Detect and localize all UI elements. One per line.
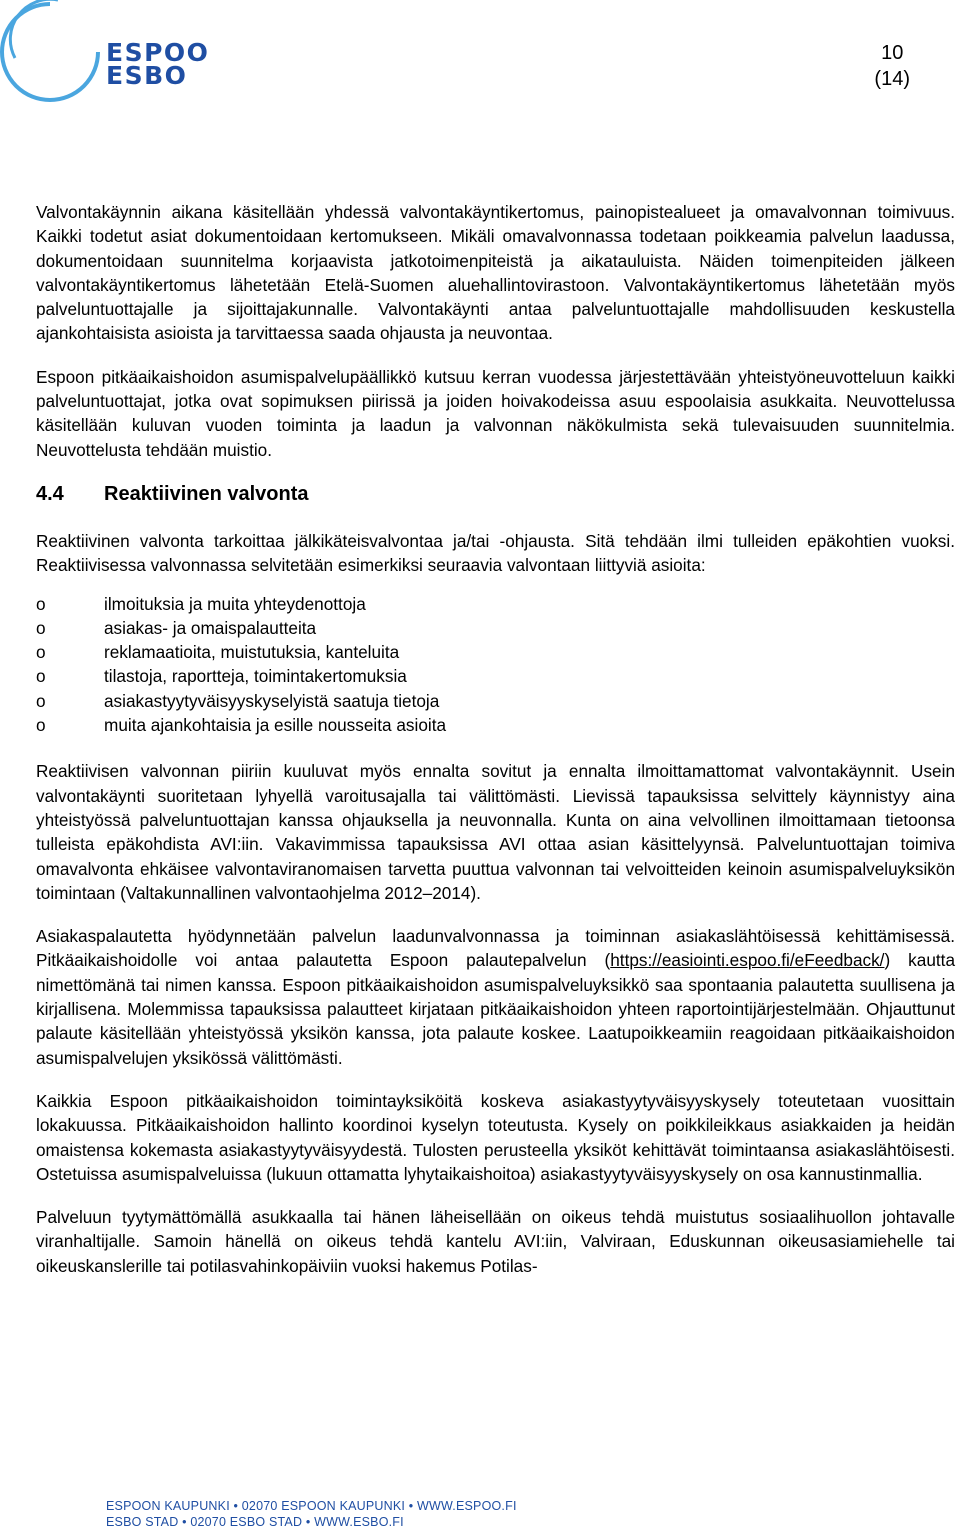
document-body <box>36 200 955 1297</box>
bullet-icon: o <box>36 666 46 687</box>
list-item: o asiakastyytyväisyyskyselyistä saatuja tietoja <box>36 689 955 713</box>
list-item: o reklamaatioita, muistutuksia, kanteluita <box>36 640 955 664</box>
paragraph-valvontakaynti: Valvontakäynnin aikana käsitellään yhdessä valvontakäyntikertomus, painopistealueet ja omavalvonnan toimivuus. Kaikki todetut asiat dokumentoidaan kertomukseen. Mikäli omavalvonnassa todetaan poikkeamia palvelun laadussa, dokumentoidaan suunnitelma korjaavista jatkotoimenpiteistä ja aikatauluista. Näiden toimenpiteiden jälkeen valvontakäyntikertomus lähetetään Etelä-Suomen aluehallintovirastoon. Valvontakäyntikertomus lähetetään myös palveluntuottajalle ja sijoittajakunnalle. Valvontakäynti antaa palveluntuottajalle mahdollisuuden keskustella ajankohtaisista asioista ja tarvittaessa saada ohjausta ja neuvontaa. <box>36 202 955 344</box>
section-number: 4.4 <box>36 482 64 505</box>
bullet-icon: o <box>36 593 46 614</box>
footer <box>106 1498 517 1530</box>
paragraph-asiakaspalaute: Asiakaspalautetta hyödynnetään palvelun laadunvalvonnassa ja toiminnan asiakaslähtöisessä kehittämisessä. Pitkäaikaishoidolle voi antaa palautetta Espoon palautepalvelun (https://easiointi.espoo.fi/eFeedback/) kautta nimettömänä tai nimen kanssa. Espoon pitkäaikaishoidon asumispalveluyksikkö saa spontaania palautetta suullisena ja kirjallisena. Molemmissa tapauksissa palautteet kirjataan pitkäaikaishoidon yhteen raportointijärjestelmään. Ohjauttunut palaute käsitellään yhteistyössä yksikön kanssa, jota palaute koskee. Laatupoikkeamiin reagoidaan pitkäaikaishoidon asumispalvelujen yksikössä välittömästi. <box>36 926 956 1068</box>
bullet-icon: o <box>36 617 46 638</box>
paragraph-valvontakaynnit: Reaktiivisen valvonnan piiriin kuuluvat myös ennalta sovitut ja ennalta ilmoittamattomat valvontakäynnit. Usein valvontakäynti suoritetaan lyhyellä varoitusajalla tai välittömästi. Lievissä tapauksissa selvittely käynnistyy aina yhteistyössä palveluntuottajan kanssa ohjauksella ja neuvonnalla. Kunta on aina velvollinen ilmoittamaan tietoonsa tulleista epäkohdista AVI:iin. Vakavimmissa tapauksissa AVI ottaa asian käsittelyynsä. Palveluntuottajan toimiva omavalvonta ehkäisee valvontaviranomaisen tarvetta puuttua valvonnan tai velvoitteiden keinoin asumispalveluyksikön toimintaan (Valtakunnallinen valvontaohjelma 2012–2014). <box>36 761 955 903</box>
paragraph-asiakastyytyvaisyyskysely: Kaikkia Espoon pitkäaikaishoidon toimintayksiköitä koskeva asiakastyytyväisyyskysely toteutetaan vuosittain lokakuussa. Pitkäaikaishoidon hallinto koordinoi kyselyn toteutusta. Kysely on poikkileikkaus asiakkaiden ja heidän omaistensa kokemasta asiakastyytyväisyydestä. Tulosten perusteella yksiköt kehittävät toimintaansa asiakaslähtöisesti. Ostetuissa asumispalveluissa (lukuun ottamatta lyhytaikaishoitoa) asiakastyytyväisyyskysely on osa kannustinmallia. <box>36 1090 955 1184</box>
paragraph-yhteistyoneuvottelu: Espoon pitkäaikaishoidon asumispalvelupäällikkö kutsuu kerran vuodessa järjestettävään yhteistyöneuvotteluun kaikki palveluntuottajat, jotka ovat sopimuksen piirissä ja joiden hoivakodeissa asuu espoolaisia asukkaita. Neuvottelussa käsitellään kuluvan vuoden toiminta ja laadun ja valvonnan näkökulmista sekä tulevaisuuden suunnitelmia. Neuvottelusta tehdään muistio. <box>36 366 955 460</box>
page-number <box>874 40 910 92</box>
logo-text-espoo: ESPOO <box>106 38 210 67</box>
list-item: o muita ajankohtaisia ja esille nousseita asioita <box>36 713 955 737</box>
efeedback-link[interactable]: https://easiointi.espoo.fi/eFeedback/ <box>610 950 885 971</box>
section-title: Reaktiivinen valvonta <box>104 482 309 505</box>
page-number-current: 10 <box>881 42 904 64</box>
espoo-logo <box>0 0 210 115</box>
paragraph-muistutus: Palveluun tyytymättömällä asukkaalla tai hänen läheisellään on oikeus tehdä muistutus sosiaalihuollon johtavalle viranhaltijalle. Samoin hänellä on oikeus tehdä kantelu AVI:iin, Valviraan, Eduskunnan oikeusasiamiehelle tai oikeuskanslerille tai potilasvahinkopäiviin vuoksi hakemus Potilas- <box>36 1207 955 1276</box>
list-item: o ilmoituksia ja muita yhteydenottoja <box>36 592 955 616</box>
footer-line-espoo: ESPOON KAUPUNKI • 02070 ESPOON KAUPUNKI • WWW.ESPOO.FI <box>106 1499 517 1513</box>
logo-text-esbo: ESBO <box>106 61 188 90</box>
bullet-icon: o <box>36 690 46 711</box>
bullet-icon: o <box>36 715 46 736</box>
section-heading <box>36 481 955 507</box>
bullet-icon: o <box>36 642 46 663</box>
asioita-list <box>36 592 955 738</box>
paragraph-reaktiivinen-intro: Reaktiivinen valvonta tarkoittaa jälkikäteisvalvontaa ja/tai -ohjausta. Sitä tehdään ilmi tulleiden epäkohtien vuoksi. Reaktiivisessa valvonnassa selvitetään esimerkiksi seuraavia valvontaan liittyviä asioita: <box>36 530 955 576</box>
footer-line-esbo: ESBO STAD • 02070 ESBO STAD • WWW.ESBO.FI <box>106 1515 404 1529</box>
list-item: o tilastoja, raportteja, toimintakertomuksia <box>36 664 955 688</box>
page-number-total: (14) <box>874 68 910 90</box>
list-item: o asiakas- ja omaispalautteita <box>36 616 955 640</box>
